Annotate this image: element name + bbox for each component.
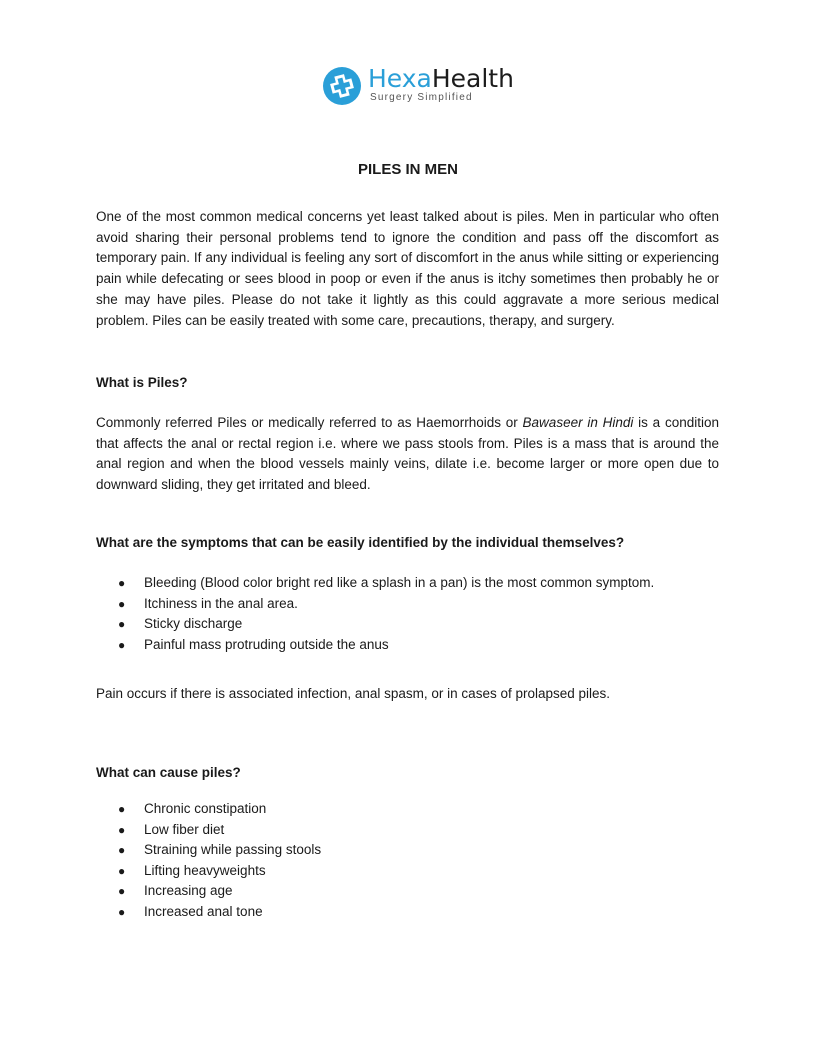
logo-wordmark-health: Health (431, 64, 514, 93)
cause-text: Lifting heavyweights (144, 862, 266, 878)
list-item (96, 799, 719, 820)
bullet-icon: ● (118, 843, 126, 858)
what-is-piles-paragraph (96, 413, 719, 496)
pain-note: Pain occurs if there is associated infection, anal spasm, or in cases of prolapsed piles. (96, 686, 611, 701)
bullet-icon: ● (118, 904, 126, 919)
logo-wordmark-hexa: Hexa (368, 64, 432, 93)
symptom-text: Sticky discharge (144, 616, 243, 632)
logo-tagline: Surgery Simplified (370, 92, 473, 103)
hexahealth-logo (322, 64, 514, 108)
cause-text: Low fiber diet (144, 821, 225, 837)
list-item (96, 902, 719, 923)
cause-text: Chronic constipation (144, 801, 267, 816)
causes-heading: What can cause piles? (96, 765, 241, 780)
cause-text: Increased anal tone (144, 903, 263, 919)
symptom-text: Bleeding (Blood color bright red like a splash in a pan) is the most common symptom. (144, 575, 655, 590)
intro-paragraph: One of the most common medical concerns yet least talked about is piles. Men in particular who often avoid sharing their personal problems tend to ignore the condition and pass off the discomfort as temporary pain. If any individual is feeling any sort of discomfort in the anus while sitting or experiencing pain while defecating or sees blood in poop or even if the anus is itchy sometimes then probably he or she may have piles. Please do not take it lightly as this could aggravate a more serious medical problem. Piles can be easily treated with some care, precautions, therapy, and surgery. (96, 209, 719, 328)
logo-wordmark (368, 64, 514, 94)
symptom-text: Itchiness in the anal area. (144, 595, 298, 611)
list-item (96, 840, 719, 861)
what-is-text-before: Commonly referred Piles or medically referred to as Haemorrhoids or (96, 415, 523, 430)
list-item (96, 594, 719, 615)
bullet-icon: ● (118, 884, 126, 899)
causes-list (96, 799, 719, 923)
list-item (96, 635, 719, 656)
bullet-icon: ● (118, 617, 126, 632)
bullet-icon: ● (118, 863, 126, 878)
page-title: PILES IN MEN (357, 161, 458, 178)
bullet-icon: ● (118, 576, 126, 590)
list-item (96, 881, 719, 902)
list-item (96, 573, 719, 594)
cause-text: Straining while passing stools (144, 842, 322, 858)
what-is-text-italic: Bawaseer in Hindi (522, 415, 634, 430)
cause-text: Increasing age (144, 883, 233, 899)
bullet-icon: ● (118, 822, 126, 837)
bullet-icon: ● (118, 637, 126, 652)
symptoms-list (96, 573, 719, 655)
bullet-icon: ● (118, 802, 126, 816)
list-item (96, 861, 719, 882)
what-is-piles-heading: What is Piles? (96, 375, 188, 390)
list-item (96, 614, 719, 635)
plus-cross-hexagon-icon (322, 66, 362, 106)
what-is-text-after: is a condition that affects the anal or rectal region i.e. where we pass stools from. Piles is a mass that is around the anal region and when the blood vessels mainly veins, dilate i.e. become larger or more open due to downward sliding, they get irritated and bleed. (96, 415, 719, 493)
symptoms-heading: What are the symptoms that can be easily identified by the individual themselves? (96, 535, 625, 550)
list-item (96, 820, 719, 841)
symptom-text: Painful mass protruding outside the anus (144, 636, 389, 652)
bullet-icon: ● (118, 596, 126, 611)
